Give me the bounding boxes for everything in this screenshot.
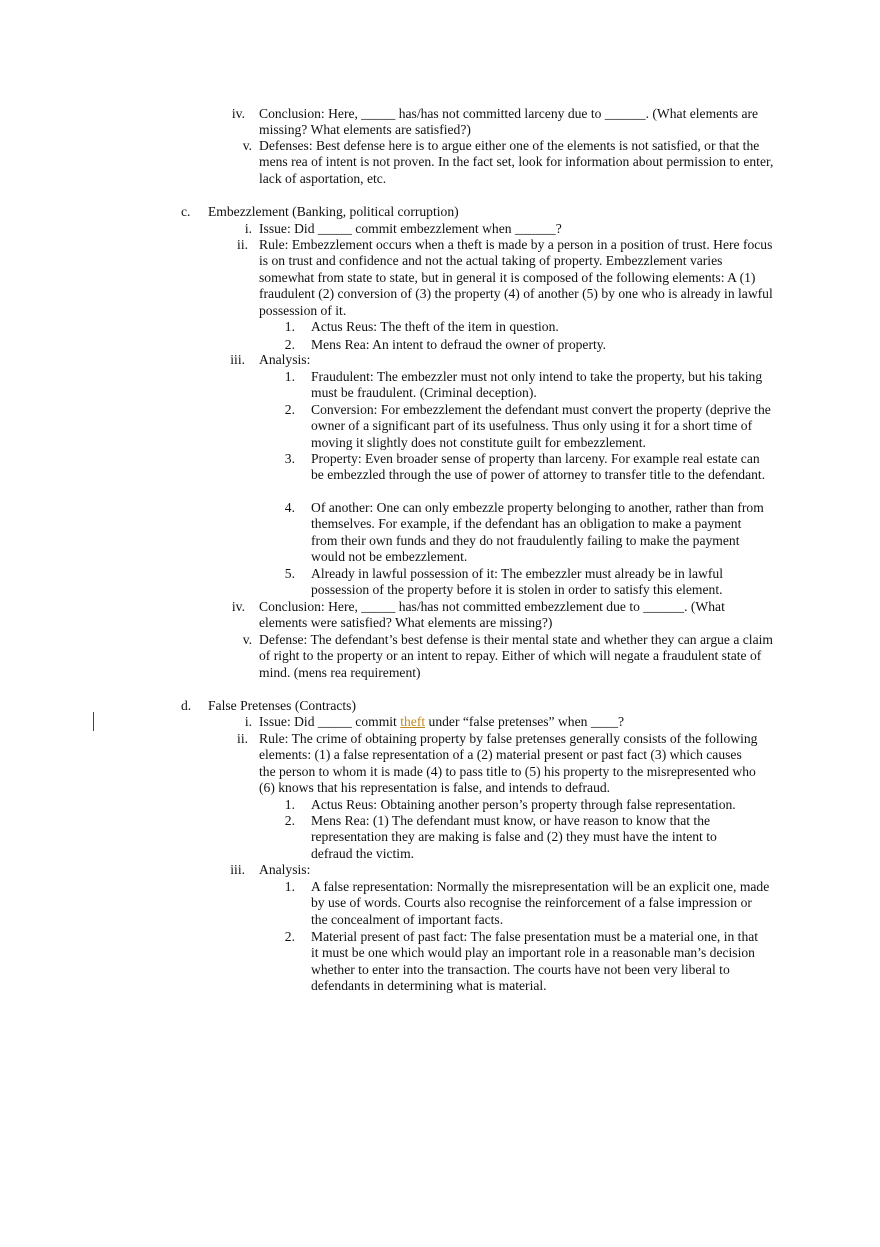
emb-rule-item-num: 2. [284,337,295,352]
text-cursor [93,712,94,731]
larceny-conclusion: Conclusion: Here, _____ has/has not committed larceny due to ______. (What elements are missing? What elements are satisfied?) [259,106,759,138]
emb-analysis-item: Conversion: For embezzlement the defendant must convert the property (deprive the owner of a significant part of its usefulness. Thus only using it for a short time of moving it slightly does not constitute guilt for embezzlement. [311,402,771,450]
emb-analysis-item-num: 1. [284,369,295,384]
fp-issue [259,714,774,730]
section-c-letter: c. [181,204,191,219]
emb-analysis-item: Fraudulent: The embezzler must not only intend to take the property, but his taking must be fraudulent. (Criminal deception). [311,369,763,401]
emb-conclusion-num: iv. [231,599,245,614]
emb-analysis-item-num: 2. [284,402,295,417]
fp-rule-item: Mens Rea: (1) The defendant must know, or have reason to know that the representation they are making is false and (2) they must have the intent to defraud the victim. [311,813,717,861]
emb-issue-num: i. [244,221,252,236]
larceny-defenses: Defenses: Best defense here is to argue either one of the elements is not satisfied, or that the mens rea of intent is not proven. In the fact set, look for information about permission to enter, lack of asportation, etc. [259,138,774,186]
emb-rule-item: Actus Reus: The theft of the item in question. [311,319,559,334]
fp-analysis-num: iii. [230,862,245,877]
fp-rule-num: ii. [237,731,248,746]
fp-analysis-item: Material present of past fact: The false presentation must be a material one, in that it must be one which would play an important role in a reasonable man’s decision whether to enter into the transaction. The courts have not been very liberal to defendants in determining what is material. [311,929,759,994]
fp-rule-item-num: 2. [284,813,295,828]
emb-defense: Defense: The defendant’s best defense is their mental state and whether they can argue a claim of right to the property or an intent to repay. Either of which will negate a fraudulent state of mind. (mens rea requirement) [259,632,773,680]
fp-analysis-label: Analysis: [259,862,311,877]
emb-analysis-label: Analysis: [259,352,311,367]
emb-analysis-item-num: 3. [284,451,295,466]
section-c-heading: Embezzlement (Banking, political corruption) [208,204,459,219]
fp-analysis-item-num: 2. [284,929,295,944]
emb-conclusion: Conclusion: Here, _____ has/has not committed embezzlement due to ______. (What elements were satisfied? What elements are missing?) [259,599,725,631]
fp-analysis-item: A false representation: Normally the misrepresentation will be an explicit one, made by use of words. Courts also recognise the reinforcement of a false impression or the concealment of important facts. [311,879,770,927]
fp-issue-after: under “false pretenses” when ____? [425,714,625,729]
emb-defense-num: v. [242,632,252,647]
theft-link[interactable]: theft [400,714,426,729]
emb-rule-num: ii. [237,237,248,252]
fp-issue-num: i. [244,714,252,729]
emb-analysis-item: Of another: One can only embezzle property belonging to another, rather than from themselves. For example, if the defendant has an obligation to make a payment from their own funds and they do not fraudulently failing to make the payment would not be embezzlement. [311,500,764,565]
fp-rule-item: Actus Reus: Obtaining another person’s property through false representation. [311,797,736,812]
section-d-heading: False Pretenses (Contracts) [208,698,356,713]
larceny-conclusion-num: iv. [231,106,245,121]
larceny-defenses-num: v. [242,138,252,153]
emb-rule-item: Mens Rea: An intent to defraud the owner of property. [311,337,607,352]
fp-analysis-item-num: 1. [284,879,295,894]
emb-issue: Issue: Did _____ commit embezzlement when ______? [259,221,562,236]
emb-analysis-num: iii. [230,352,245,367]
emb-rule-item-num: 1. [284,319,295,334]
emb-analysis-item-num: 4. [284,500,295,515]
emb-rule: Rule: Embezzlement occurs when a theft is made by a person in a position of trust. Here focus is on trust and confidence and not the actual taking of property. Embezzlement varies somewhat from state to state, but in general it is composed of the following elements: A (1) fraudulent (2) conversion of (3) the property (4) of another (5) by one who is already in lawful possession of it. [259,237,773,318]
fp-issue-before: Issue: Did _____ commit [259,714,401,729]
section-d-letter: d. [181,698,192,713]
emb-analysis-item-num: 5. [284,566,295,581]
fp-rule: Rule: The crime of obtaining property by false pretenses generally consists of the following elements: (1) a false representation of a (2) material present or past fact (3) which causes the person to whom it is made (4) to pass title to (5) his property to the misrepresented who (6) knows that his representation is false, and intends to defraud. [259,731,758,796]
emb-analysis-item: Property: Even broader sense of property than larceny. For example real estate can be embezzled through the use of power of attorney to transfer title to the defendant. [311,451,766,483]
fp-rule-item-num: 1. [284,797,295,812]
emb-analysis-item: Already in lawful possession of it: The embezzler must already be in lawful possession of the property before it is stolen in order to satisfy this element. [311,566,723,598]
